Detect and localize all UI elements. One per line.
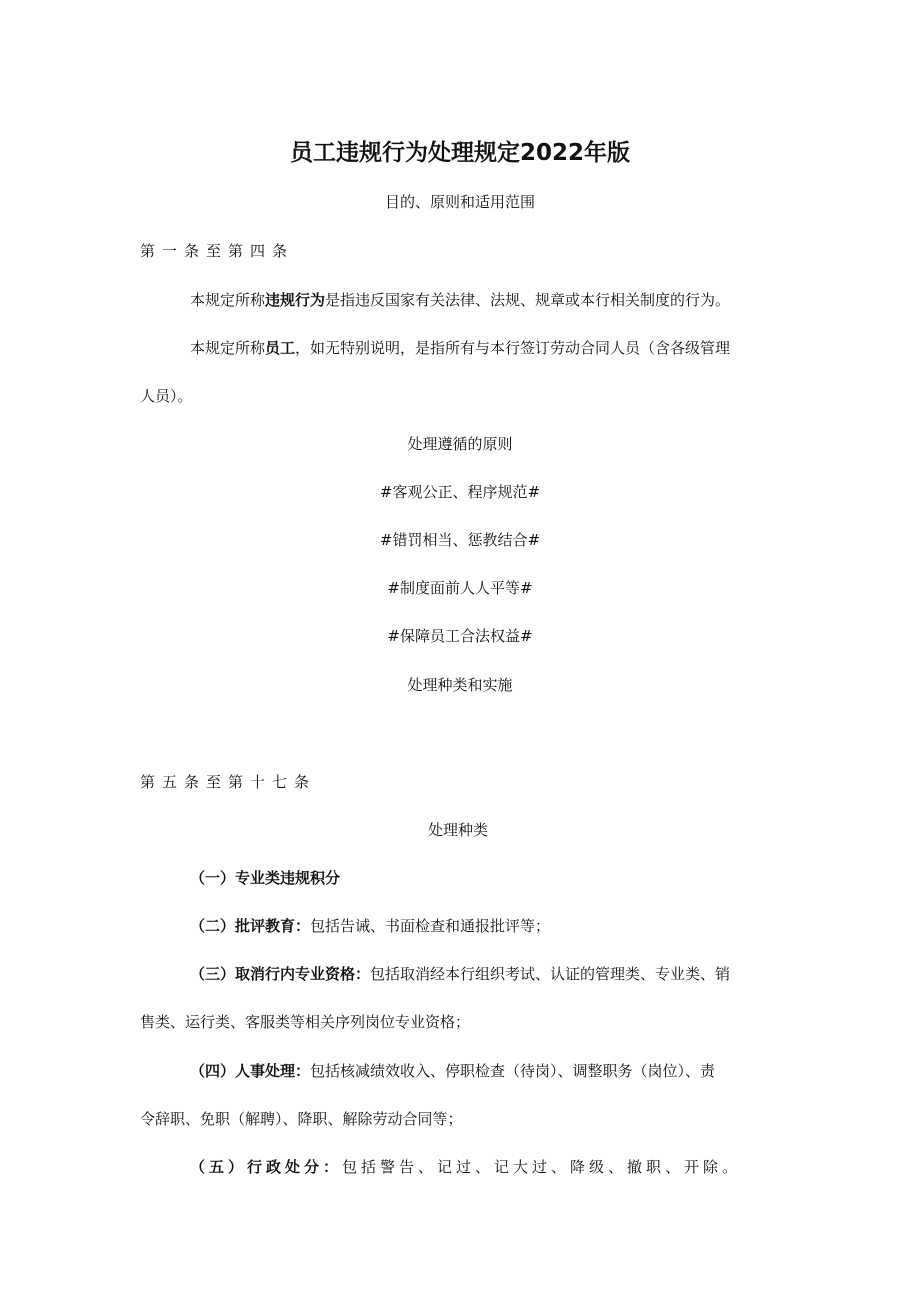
term-employee: 员工 <box>265 339 296 357</box>
paragraph-violation-definition: 本规定所称违规行为是指违反国家有关法律、法规、规章或本行相关制度的行为。 <box>190 291 731 309</box>
types-heading: 处理种类 <box>428 821 489 839</box>
section-heading-purpose: 目的、原则和适用范围 <box>384 193 535 211</box>
principle-item: #保障员工合法权益# <box>387 627 533 645</box>
principle-item: #错罚相当、惩教结合# <box>379 531 541 549</box>
paragraph-employee-definition-cont: 人员）。 <box>140 387 193 405</box>
principles-heading: 处理遵循的原则 <box>407 435 513 453</box>
type-item-5: （五）行政处分：包括警告、记过、记大过、降级、撤职、开除。 <box>190 1158 742 1176</box>
term-violation: 违规行为 <box>265 291 326 309</box>
type-item-4-cont: 令辞职、免职（解聘）、降职、解除劳动合同等； <box>140 1110 463 1128</box>
type-item-3-cont: 售类、运行类、客服类等相关序列岗位专业资格； <box>140 1013 471 1031</box>
principle-item: #制度面前人人平等# <box>387 579 533 597</box>
article-range-1-4: 第一条至第四条 <box>140 242 295 260</box>
section-heading-types: 处理种类和实施 <box>407 676 513 694</box>
type-item-3: （三）取消行内专业资格：包括取消经本行组织考试、认证的管理类、专业类、销 <box>190 965 731 983</box>
type-item-2: （二）批评教育：包括告诫、书面检查和通报批评等； <box>190 917 551 935</box>
document-title: 员工违规行为处理规定2022年版 <box>289 140 630 166</box>
principle-item: #客观公正、程序规范# <box>379 483 541 501</box>
type-item-4: （四）人事处理：包括核减绩效收入、停职检查（待岗）、调整职务（岗位）、责 <box>190 1062 716 1080</box>
type-item-1: （一）专业类违规积分 <box>190 869 341 887</box>
article-range-5-17: 第五条至第十七条 <box>140 773 317 791</box>
paragraph-employee-definition: 本规定所称员工，如无特别说明，是指所有与本行签订劳动合同人员（含各级管理 <box>190 339 731 357</box>
